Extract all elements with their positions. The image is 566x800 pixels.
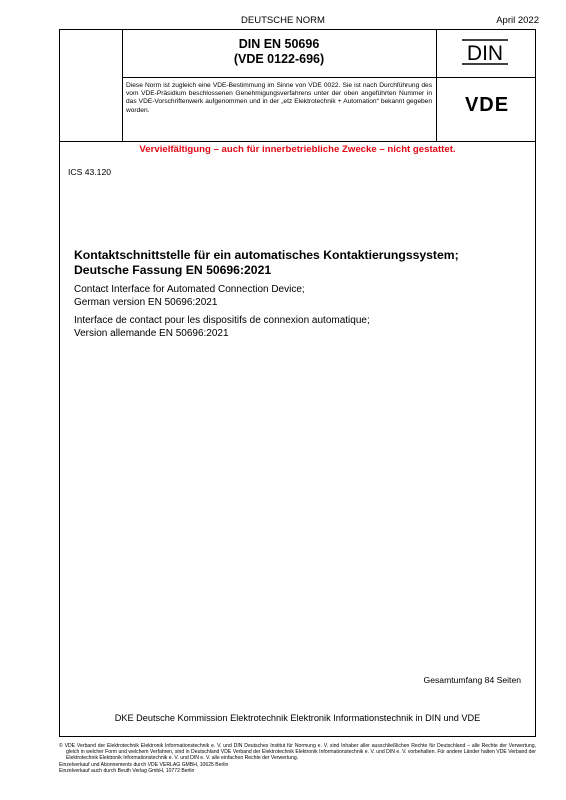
header-divider-right: [436, 29, 437, 142]
publication-date: April 2022: [496, 15, 539, 26]
reproduction-notice: Vervielfältigung – auch für innerbetriebliche Zwecke – nicht gestattet.: [139, 144, 456, 155]
din-logo-graphic: [460, 38, 510, 66]
vde-classification: (VDE 0122-696): [233, 52, 325, 66]
ics-code: ICS 43.120: [68, 167, 111, 177]
din-logo: [460, 38, 510, 66]
title-german-line-1: Kontaktschnittstelle für ein automatisches Kontaktierungssystem;: [74, 248, 459, 262]
standard-number-block: [122, 37, 436, 67]
committee-line: DKE Deutsche Kommission Elektrotechnik Elektronik Informationstechnik in DIN und VDE: [114, 713, 481, 723]
footer-copyright: © VDE Verband der Elektrotechnik Elektronik Informationstechnik e. V. und DIN Deutsches Institut für Normung e. V. sind Inhaber aller ausschließlichen Rechte für Deutschland – alle Rechte der Verwertung, gleich in welcher Form und welchem Verfahren, sind in Deutschland VDE Verband der Elektrotechnik Elektronik Informationstechnik e. V. und DIN e. V. vorbehalten. Für andere Länder halten VDE Verband der Elektrotechnik Elektronik Informationstechnik e. V. und DIN e. V. alle einfachen Rechte der Verwertung.: [59, 743, 536, 762]
header-row-divider: [122, 77, 536, 78]
vde-statement: Diese Norm ist zugleich eine VDE-Bestimmung im Sinne von VDE 0022. Sie ist nach Durchführung des vom VDE-Präsidium beschlossenen Genehmigungsverfahrens unter der oben angeführten Nummer in das VDE-Vorschriftenwerk aufgenommen und in der „etz Elektrotechnik + Automation“ bekannt gegeben worden.: [126, 82, 432, 114]
document-type-label: DEUTSCHE NORM: [241, 15, 325, 26]
page-count: Gesamtumfang 84 Seiten: [423, 675, 521, 685]
footer-sales-beuth: Einzelverkauf auch durch Beuth Verlag GmbH, 10772 Berlin: [59, 767, 195, 774]
vde-logo: VDE: [464, 94, 510, 116]
footer-sales-vde: Einzelverkauf und Abonnements durch VDE VERLAG GMBH, 10625 Berlin: [59, 761, 229, 768]
title-english-line-1: Contact Interface for Automated Connection Device;: [74, 284, 305, 295]
standard-number: DIN EN 50696: [238, 37, 320, 51]
title-french: [74, 315, 524, 340]
title-english-line-2: German version EN 50696:2021: [74, 296, 218, 308]
header-bottom-divider: [59, 141, 536, 142]
title-page-frame: [59, 29, 536, 737]
title-english: [74, 284, 524, 309]
title-german-line-2: Deutsche Fassung EN 50696:2021: [74, 263, 272, 277]
din-logo-text: DIN: [466, 42, 504, 65]
footer: [59, 743, 536, 774]
title-french-line-1: Interface de contact pour les dispositifs de connexion automatique;: [74, 315, 370, 326]
title-german: [74, 248, 524, 278]
title-french-line-2: Version allemande EN 50696:2021: [74, 327, 229, 339]
